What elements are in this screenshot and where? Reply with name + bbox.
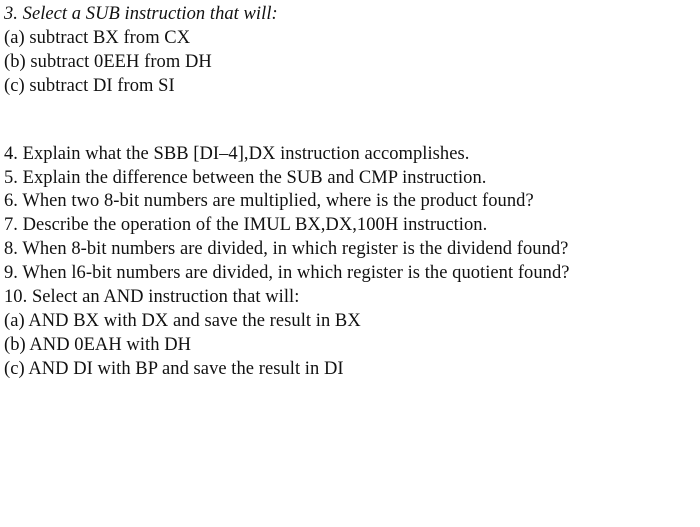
question-4: 4. Explain what the SBB [DI–4],DX instruction accomplishes. bbox=[4, 144, 470, 164]
question-3-part-a: (a) subtract BX from CX bbox=[4, 28, 191, 48]
question-7: 7. Describe the operation of the IMUL BX,DX,100H instruction. bbox=[4, 215, 488, 235]
question-6: 6. When two 8-bit numbers are multiplied, where is the product found? bbox=[4, 191, 534, 211]
question-3-heading: 3. Select a SUB instruction that will: bbox=[4, 4, 278, 24]
question-3-part-c: (c) subtract DI from SI bbox=[4, 76, 175, 96]
question-3-part-b: (b) subtract 0EEH from DH bbox=[4, 52, 212, 72]
question-9: 9. When l6-bit numbers are divided, in which register is the quotient found? bbox=[4, 263, 570, 283]
question-10-part-a: (a) AND BX with DX and save the result in BX bbox=[4, 311, 361, 331]
question-10-part-c: (c) AND DI with BP and save the result in DI bbox=[4, 359, 344, 379]
question-10-heading: 10. Select an AND instruction that will: bbox=[4, 287, 300, 307]
question-8: 8. When 8-bit numbers are divided, in which register is the dividend found? bbox=[4, 239, 569, 259]
question-5: 5. Explain the difference between the SUB and CMP instruction. bbox=[4, 168, 487, 188]
question-10-part-b: (b) AND 0EAH with DH bbox=[4, 335, 192, 355]
